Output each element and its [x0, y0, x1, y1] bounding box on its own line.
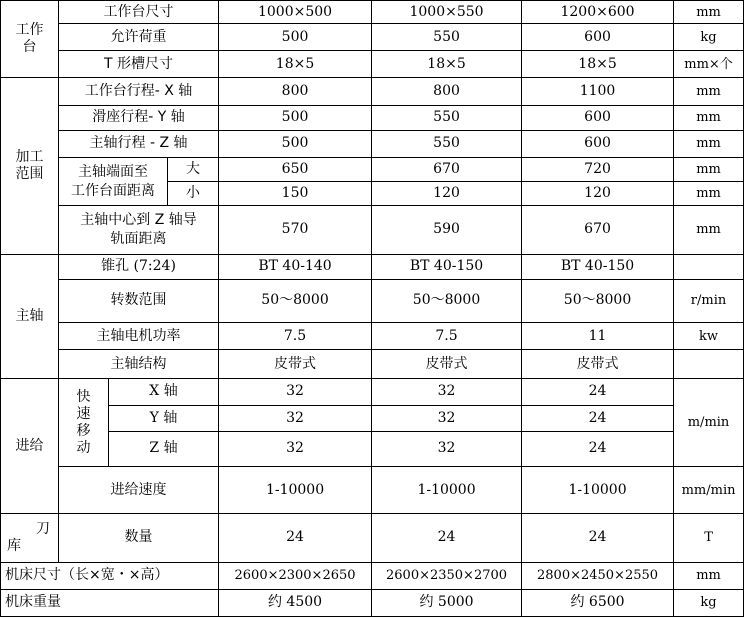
- row-label: Z 轴: [109, 431, 219, 466]
- cell-value: 600: [522, 24, 674, 51]
- cell-unit: mm: [674, 78, 744, 105]
- cell-value: 1200×600: [522, 1, 674, 24]
- cell-value: 550: [372, 105, 522, 130]
- table-row: [1, 379, 744, 405]
- table-row: [1, 206, 744, 254]
- cell-unit: mm: [674, 105, 744, 130]
- cell-unit: [674, 350, 744, 379]
- row-label: 滑座行程- Y 轴: [59, 105, 219, 130]
- row-sublabel: 小: [168, 182, 219, 206]
- cell-value: 18×5: [219, 51, 372, 78]
- cell-value: 550: [372, 24, 522, 51]
- table-row: [1, 279, 744, 322]
- cell-unit: mm: [674, 562, 744, 589]
- cell-value: 570: [219, 206, 372, 254]
- table-row: [1, 130, 744, 157]
- cell-value: 50～8000: [522, 279, 674, 322]
- table-row: [1, 514, 744, 562]
- cell-value: 7.5: [219, 323, 372, 350]
- cell-value: 皮带式: [522, 350, 674, 379]
- cell-value: 皮带式: [372, 350, 522, 379]
- cell-value: 1-10000: [372, 466, 522, 513]
- cell-value: 500: [219, 105, 372, 130]
- cell-value: 18×5: [522, 51, 674, 78]
- cell-value: 150: [219, 182, 372, 206]
- row-label: 数量: [59, 514, 219, 562]
- cell-value: 720: [522, 157, 674, 181]
- group-spindle: 主轴: [1, 254, 59, 379]
- row-label: X 轴: [109, 379, 219, 405]
- cell-value: 32: [372, 379, 522, 405]
- table-row: [1, 405, 744, 431]
- cell-value: 650: [219, 157, 372, 181]
- cell-value: 590: [372, 206, 522, 254]
- cell-value: 32: [219, 405, 372, 431]
- table-row: [1, 105, 744, 130]
- cell-value: 24: [372, 514, 522, 562]
- row-label: 机床重量: [1, 589, 219, 616]
- table-row: [1, 589, 744, 616]
- group-range: 加工 范围: [1, 78, 59, 254]
- cell-value: 2600×2300×2650: [219, 562, 372, 589]
- cell-value: 2600×2350×2700: [372, 562, 522, 589]
- row-label: 机床尺寸（长×宽・×高）: [1, 562, 219, 589]
- cell-unit: mm: [674, 206, 744, 254]
- cell-value: 24: [219, 514, 372, 562]
- cell-value: 32: [372, 405, 522, 431]
- table-row: [1, 157, 744, 181]
- cell-value: 18×5: [372, 51, 522, 78]
- cell-value: 1-10000: [219, 466, 372, 513]
- row-label: 主轴行程 - Z 轴: [59, 130, 219, 157]
- cell-unit: mm/min: [674, 466, 744, 513]
- table-row: [1, 254, 744, 279]
- cell-unit: kw: [674, 323, 744, 350]
- cell-unit: r/min: [674, 279, 744, 322]
- row-label: 转数范围: [59, 279, 219, 322]
- cell-unit: mm: [674, 182, 744, 206]
- table-row: [1, 1, 744, 24]
- cell-value: BT 40-150: [372, 254, 522, 279]
- row-label: 锥孔 (7:24): [59, 254, 219, 279]
- cell-unit: kg: [674, 24, 744, 51]
- group-feed: 进给: [1, 379, 59, 514]
- cell-value: 800: [372, 78, 522, 105]
- cell-value: 500: [219, 130, 372, 157]
- row-label: 允许荷重: [59, 24, 219, 51]
- table-row: [1, 24, 744, 51]
- cell-value: 600: [522, 105, 674, 130]
- cell-value: 1000×550: [372, 1, 522, 24]
- cell-value: 1-10000: [522, 466, 674, 513]
- row-label: 进给速度: [59, 466, 219, 513]
- row-label: 主轴电机功率: [59, 323, 219, 350]
- cell-value: 32: [372, 431, 522, 466]
- cell-value: 550: [372, 130, 522, 157]
- cell-value: 1000×500: [219, 1, 372, 24]
- row-label-spindle-nose: 主轴端面至 工作台面距离: [59, 157, 168, 205]
- cell-value: 2800×2450×2550: [522, 562, 674, 589]
- row-label: 主轴中心到 Z 轴导 轨面距离: [59, 206, 219, 254]
- cell-unit: mm: [674, 130, 744, 157]
- cell-value: 约 6500: [522, 589, 674, 616]
- cell-value: 500: [219, 24, 372, 51]
- row-sublabel: 大: [168, 157, 219, 181]
- cell-unit: T: [674, 514, 744, 562]
- cell-value: 670: [372, 157, 522, 181]
- cell-value: 32: [219, 379, 372, 405]
- table-row: [1, 51, 744, 78]
- cell-value: 约 4500: [219, 589, 372, 616]
- cell-value: 24: [522, 514, 674, 562]
- cell-unit: mm×个: [674, 51, 744, 78]
- table-row: [1, 562, 744, 589]
- cell-unit: kg: [674, 589, 744, 616]
- group-magazine: 刀 库: [1, 514, 59, 562]
- cell-unit: mm: [674, 157, 744, 181]
- cell-unit: m/min: [674, 379, 744, 467]
- cell-value: 11: [522, 323, 674, 350]
- row-label: 工作台行程- X 轴: [59, 78, 219, 105]
- cell-value: 50～8000: [372, 279, 522, 322]
- group-rapid: 快 速 移 动: [59, 379, 109, 467]
- cell-value: 800: [219, 78, 372, 105]
- group-worktable: 工作 台: [1, 1, 59, 78]
- table-row: [1, 350, 744, 379]
- cell-value: BT 40-150: [522, 254, 674, 279]
- cell-value: 120: [522, 182, 674, 206]
- row-label: 工作台尺寸: [59, 1, 219, 24]
- row-label: 主轴结构: [59, 350, 219, 379]
- cell-value: 24: [522, 431, 674, 466]
- cell-unit: mm: [674, 1, 744, 24]
- table-row: [1, 78, 744, 105]
- cell-value: 皮带式: [219, 350, 372, 379]
- cell-value: 32: [219, 431, 372, 466]
- cell-value: BT 40-140: [219, 254, 372, 279]
- cell-unit: [674, 254, 744, 279]
- cell-value: 600: [522, 130, 674, 157]
- cell-value: 670: [522, 206, 674, 254]
- cell-value: 1100: [522, 78, 674, 105]
- table-row: [1, 431, 744, 466]
- row-label: T 形槽尺寸: [59, 51, 219, 78]
- cell-value: 50～8000: [219, 279, 372, 322]
- cell-value: 120: [372, 182, 522, 206]
- cell-value: 24: [522, 379, 674, 405]
- table-row: [1, 466, 744, 513]
- cell-value: 约 5000: [372, 589, 522, 616]
- cell-value: 24: [522, 405, 674, 431]
- cell-value: 7.5: [372, 323, 522, 350]
- table-row: [1, 323, 744, 350]
- row-label: Y 轴: [109, 405, 219, 431]
